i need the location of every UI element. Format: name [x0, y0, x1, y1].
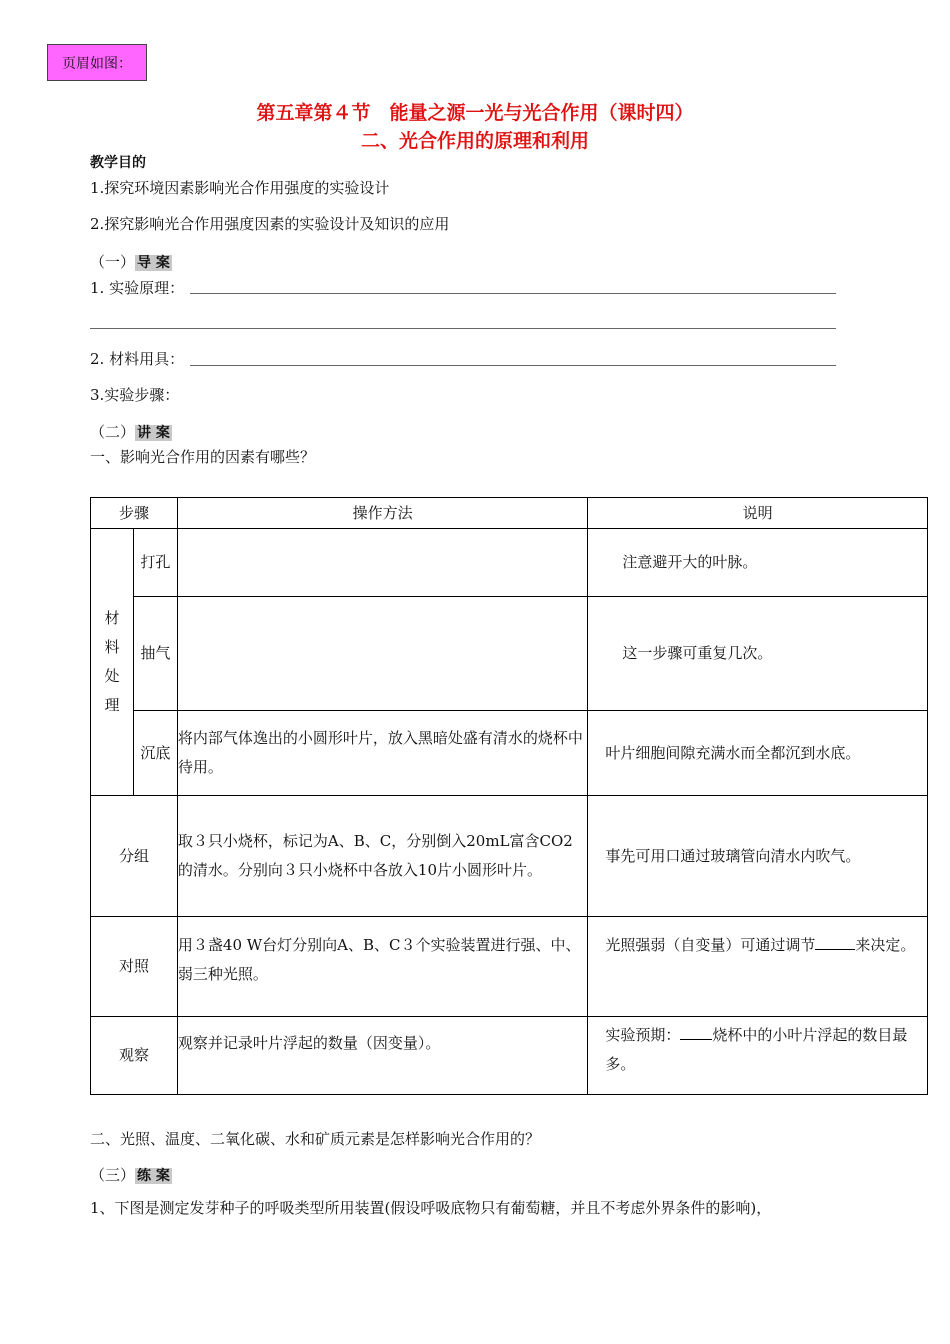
table-row: [91, 917, 928, 1017]
question-materials: 2. 材料用具：: [90, 350, 185, 368]
section-lecture-word: 讲 案: [137, 425, 170, 441]
method-cell: 观察并记录叶片浮起的数量（因变量）。: [177, 1017, 587, 1095]
answer-line-materials: [190, 365, 836, 366]
note-cell: 这一步骤可重复几次。: [588, 597, 928, 711]
table-header-row: [91, 498, 928, 529]
section-practice-word: 练 案: [137, 1168, 170, 1184]
method-cell: 将内部气体逸出的小圆形叶片，放入黑暗处盛有清水的烧杯中待用。: [177, 711, 587, 796]
table-row: [91, 529, 928, 597]
page-title: 第五章第４节 能量之源一光与光合作用（课时四）: [256, 102, 694, 124]
note-cell: [588, 917, 928, 1017]
note-cell: [588, 1017, 928, 1095]
header-step: 步骤: [91, 498, 178, 529]
group-char-3: 处: [104, 667, 120, 685]
section-guide-prefix: （一）: [90, 253, 136, 271]
header-note: 说明: [588, 498, 928, 529]
note-cell: 注意避开大的叶脉。: [588, 529, 928, 597]
step-cell: 沉底: [133, 711, 177, 796]
answer-line-principle: [190, 293, 836, 294]
note-post: 烧杯中的小叶片浮起的数目最多。: [605, 1026, 908, 1073]
group-char-2: 料: [104, 638, 120, 656]
method-cell: 用３盏40 W台灯分别向A、B、C３个实验装置进行强、中、弱三种光照。: [177, 917, 587, 1017]
step-cell: 分组: [91, 796, 178, 917]
objective-item-1: 1.探究环境因素影响光合作用强度的实验设计: [90, 179, 390, 197]
objectives-heading: 教学目的: [90, 155, 146, 171]
group-char-1: 材: [104, 609, 120, 627]
question-principle: 1. 实验原理：: [90, 279, 185, 297]
practice-question-1: 1、下图是测定发芽种子的呼吸类型所用装置(假设呼吸底物只有葡萄糖，并且不考虑外界条件的影响)，: [90, 1199, 772, 1217]
table-row: [91, 711, 928, 796]
section-guide-label: [90, 251, 172, 272]
question-steps: 3.实验步骤：: [90, 386, 180, 404]
table-row: [91, 597, 928, 711]
group-label-material-processing: [91, 529, 134, 796]
note-pre: 实验预期：: [605, 1026, 681, 1044]
answer-blank[interactable]: [815, 931, 855, 950]
objective-item-2: 2.探究影响光合作用强度因素的实验设计及知识的应用: [90, 215, 450, 233]
note-post: 来决定。: [855, 936, 916, 954]
section-lecture-prefix: （二）: [90, 423, 136, 441]
note-cell: 事先可用口通过玻璃管向清水内吹气。: [588, 796, 928, 917]
answer-line-principle-2: [90, 328, 836, 329]
note-cell: 叶片细胞间隙充满水而全都沉到水底。: [588, 711, 928, 796]
answer-blank[interactable]: [680, 1021, 712, 1040]
note-pre: 光照强弱（自变量）可通过调节: [605, 936, 816, 954]
section-lecture-label: [90, 421, 172, 442]
question-factors: 一、影响光合作用的因素有哪些？: [90, 448, 316, 466]
question-factor-effects: 二、光照、温度、二氧化碳、水和矿质元素是怎样影响光合作用的？: [90, 1130, 541, 1148]
step-cell: 打孔: [133, 529, 177, 597]
header-note-box: 页眉如图：: [47, 44, 147, 81]
group-char-4: 理: [104, 696, 120, 714]
header-method: 操作方法: [177, 498, 587, 529]
step-cell: 观察: [91, 1017, 178, 1095]
method-cell: [177, 529, 587, 597]
section-practice-label: [90, 1164, 172, 1185]
page-subtitle: 二、光合作用的原理和利用: [360, 130, 589, 152]
method-cell: 取３只小烧杯，标记为A、B、C，分别倒入20mL富含CO2的清水。分别向３只小烧杯中各放入10片小圆形叶片。: [177, 796, 587, 917]
table-row: [91, 796, 928, 917]
section-practice-prefix: （三）: [90, 1166, 136, 1184]
method-cell: [177, 597, 587, 711]
table-row: [91, 1017, 928, 1095]
step-cell: 抽气: [133, 597, 177, 711]
experiment-table: [90, 497, 928, 1095]
step-cell: 对照: [91, 917, 178, 1017]
section-guide-word: 导 案: [137, 255, 170, 271]
